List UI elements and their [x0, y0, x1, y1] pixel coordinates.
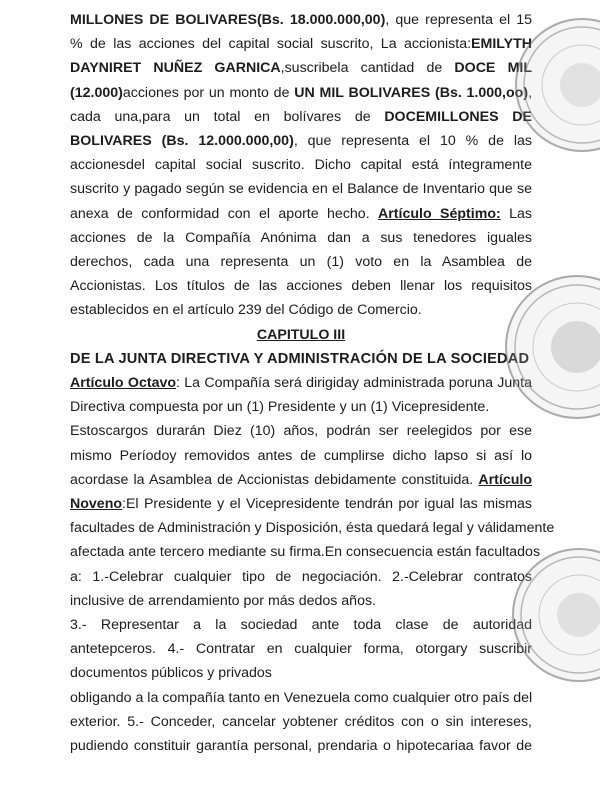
chapter-title [70, 323, 532, 347]
text-segment: :El Presidente y el Vicepresidente tendrán por igual las mismas [122, 496, 532, 513]
text-segment: obligando a la compañía tanto en Venezuela como cualquier otro país del [70, 689, 533, 706]
text-segment: 3.- Representar a la sociedad ante toda clase de autoridad [70, 617, 532, 634]
text-segment: acciones de la Compañía Anónima dan a sus tenedores iguales [70, 229, 532, 246]
official-seal-bottom [512, 548, 600, 682]
document-line [70, 129, 532, 153]
text-segment: DOCEMILLONES DE [384, 108, 532, 125]
text-segment: antetерceros. 4.- Contratar en cualquier forma, otorgary suscribir [70, 641, 532, 658]
document-line [70, 371, 532, 395]
text-segment: exterior. 5.- Conceder, cancelar yobtener créditos con o sin intereses, [70, 713, 532, 730]
document-line [70, 613, 532, 637]
text-segment: Artículo Séptimo: [378, 205, 501, 222]
text-segment: DOCE MIL [454, 60, 532, 77]
text-segment: acordase la Asamblea de Accionistas debidamente constituida. [70, 471, 479, 488]
text-segment: Artículo [478, 471, 532, 488]
text-segment: facultades de Administración y Disposición, ésta quedará legal y válidamente [70, 520, 555, 537]
official-seal-top [515, 18, 600, 152]
text-segment: , [528, 84, 533, 101]
document-line [70, 516, 555, 540]
document-line [70, 153, 532, 177]
document-line [70, 250, 532, 274]
document-line [70, 637, 532, 661]
document-line [70, 177, 532, 201]
document-line [70, 734, 532, 758]
document-line [70, 492, 532, 516]
document-line [70, 226, 532, 250]
text-segment: derechos, cada una representa un (1) voto en la Asamblea de [70, 254, 532, 271]
text-segment: Accionistas. Los títulos de las acciones deben llenar los requisitos [70, 278, 532, 295]
text-segment: cada una,para un total en bolívares de [70, 108, 385, 125]
text-segment: EMILYTH [471, 36, 532, 53]
text-segment: pudiendo constituir garantía personal, prendaria o hipotecariaa favor de [70, 738, 532, 755]
document-line [70, 56, 532, 80]
text-segment: MILLONES DE BOLIVARES(Bs. 18.000.000,00) [70, 12, 386, 28]
text-segment: mismo Períodoy removidos antes de cumplirse dicho lapso si así lo [70, 447, 532, 464]
text-segment: DE LA JUNTA DIRECTIVA Y ADMINISTRACIÓN DE LA SOCIEDAD [70, 350, 530, 367]
document-line [70, 468, 532, 492]
text-segment: accionesdel capital social suscrito. Dicho capital está íntegramente [70, 157, 532, 174]
text-segment: , que representa el 10 % de las [293, 133, 533, 150]
text-segment: documentos públicos y privados [70, 665, 272, 682]
text-segment: (12.000) [70, 84, 123, 101]
document-line [70, 686, 532, 710]
text-segment: : La Compañía será dirigiday administrada poruna Junta [176, 375, 532, 392]
official-seal-middle [505, 275, 600, 419]
text-segment: establecidos en el artículo 239 del Código de Comercio. [70, 302, 422, 319]
document-line [70, 81, 532, 105]
chapter-heading [70, 347, 532, 371]
document-line [70, 419, 532, 443]
document-line [70, 444, 532, 468]
text-segment: DAYNIRET NUÑEZ GARNICA [70, 60, 281, 77]
text-segment: Las [500, 205, 532, 222]
document-line [70, 298, 532, 322]
text-segment: UN MIL BOLIVARES (Bs. 1.000,oo) [294, 84, 529, 101]
text-segment: ,suscribela cantidad de [280, 60, 455, 77]
text-segment: Artículo Octavo [70, 375, 177, 392]
text-segment: , que representa el 15 [385, 12, 533, 28]
text-segment: acciones por un monto de [122, 84, 295, 101]
document-line [70, 589, 532, 613]
text-segment: suscrito y pagado según se evidencia en el Balance de Inventario que se [70, 181, 532, 198]
text-segment: Noveno [70, 496, 123, 513]
document-line [70, 202, 532, 226]
text-segment: CAPITULO III [256, 326, 346, 343]
document-line [70, 395, 532, 419]
document-line [70, 710, 532, 734]
text-segment: anexa de conformidad con el aporte hecho. [70, 205, 379, 222]
document-line [70, 274, 532, 298]
text-segment: inclusive de arrendamiento por más dedos años. [70, 592, 376, 609]
document-line [70, 32, 532, 56]
text-segment: Estoscargos durarán Diez (10) años, podrán ser reelegidos por ese [70, 423, 532, 440]
document-line [70, 105, 532, 129]
text-segment: a: 1.-Celebrar cualquier tipo de negociación. 2.-Celebrar contratos [70, 568, 532, 585]
text-segment: % de las acciones del capital social suscrito, La accionista: [70, 36, 472, 53]
document-body [70, 8, 555, 758]
document-line [70, 565, 532, 589]
document-line [70, 8, 532, 32]
text-segment: afectada ante tercero mediante su firma.En consecuencia están facultados [70, 544, 541, 561]
document-line [70, 661, 532, 685]
text-segment: BOLIVARES (Bs. 12.000.000,00) [70, 133, 294, 150]
document-line [70, 540, 541, 564]
text-segment: Directiva compuesta por un (1) Presidente y un (1) Vicepresidente. [70, 399, 490, 416]
